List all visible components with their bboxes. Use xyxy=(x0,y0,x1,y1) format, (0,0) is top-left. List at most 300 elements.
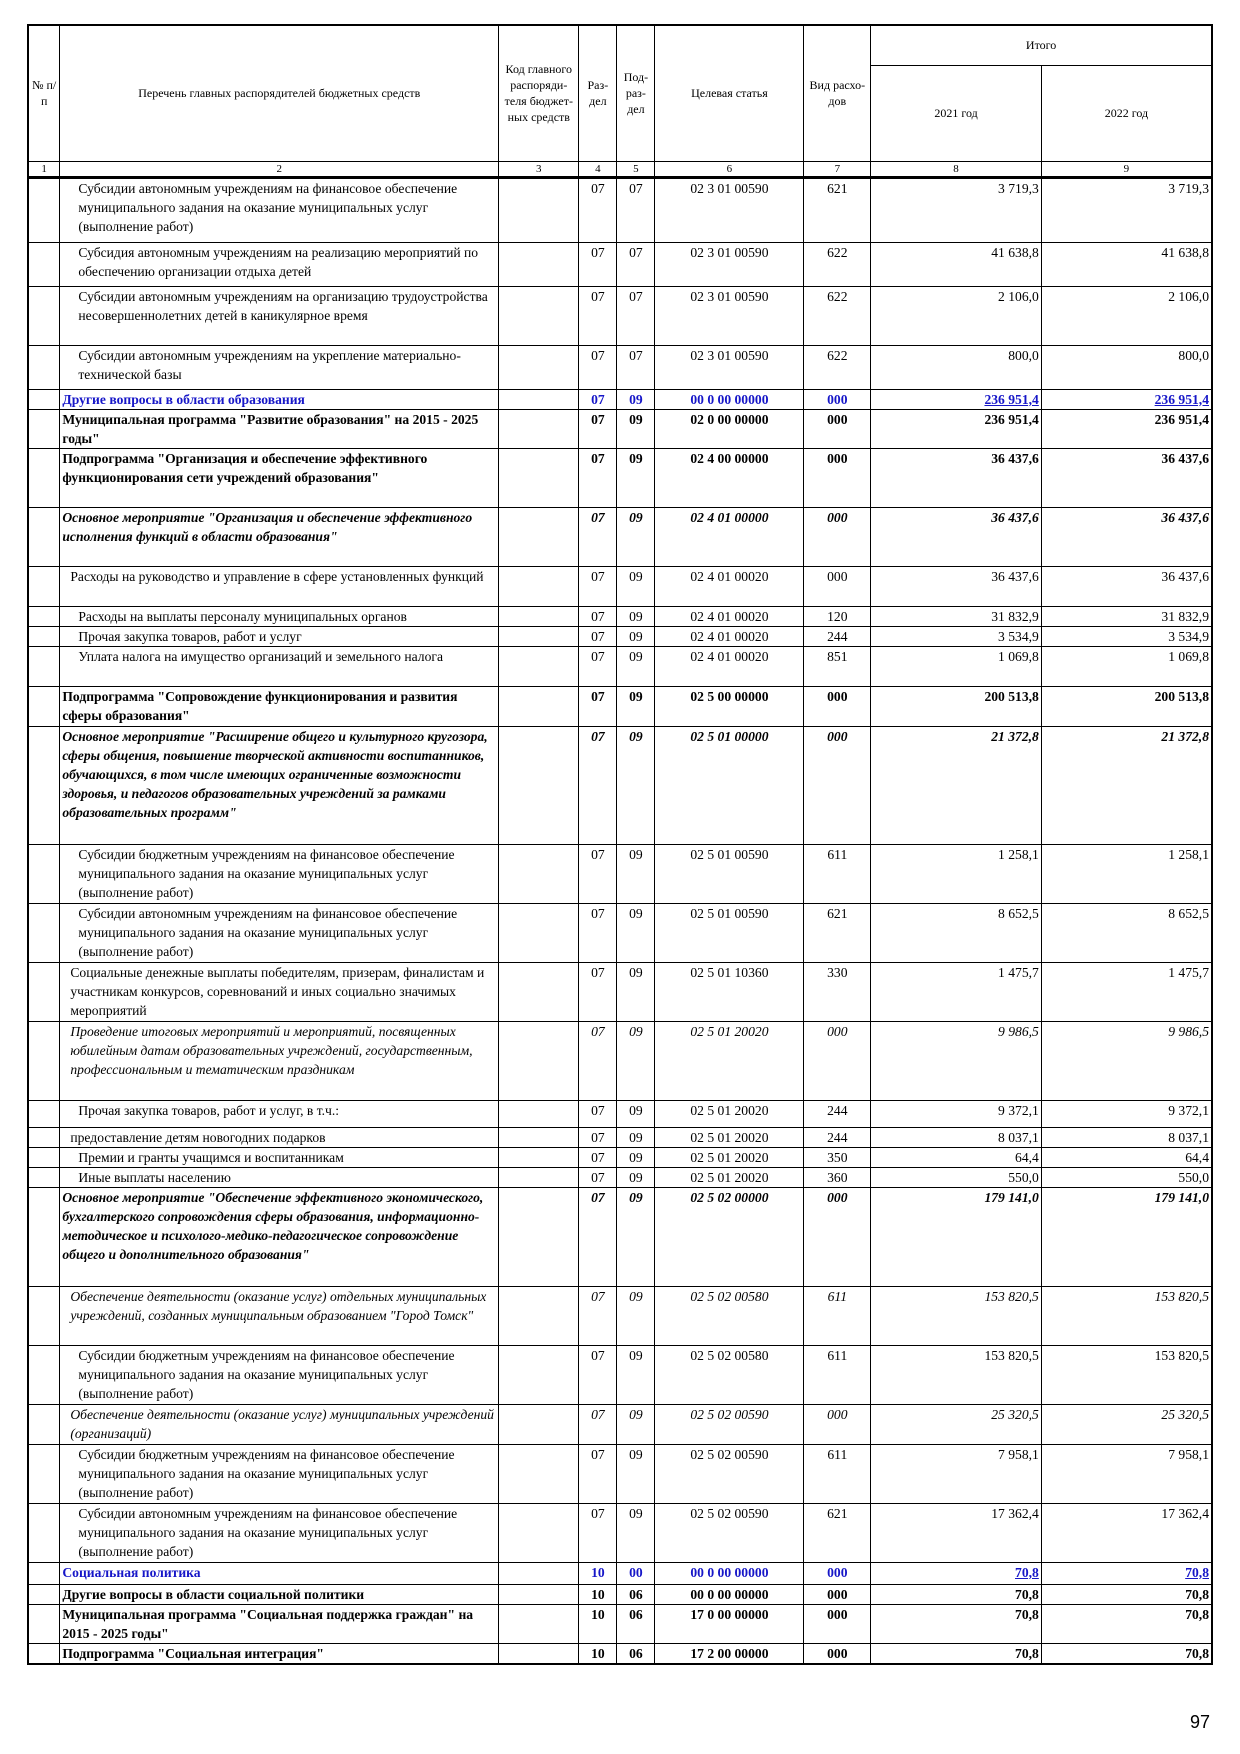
row-amount-2021: 1 069,8 xyxy=(871,646,1042,686)
row-amount-2021: 179 141,0 xyxy=(871,1187,1042,1286)
row-section: 07 xyxy=(579,507,617,566)
row-amount-2022: 1 069,8 xyxy=(1041,646,1212,686)
row-target: 02 5 01 20020 xyxy=(655,1021,804,1100)
row-target: 00 0 00 00000 xyxy=(655,389,804,409)
header-exptype: Вид расхо-дов xyxy=(804,25,871,161)
row-subsection: 09 xyxy=(617,844,655,903)
row-section: 07 xyxy=(579,409,617,448)
row-exptype: 000 xyxy=(804,1187,871,1286)
header-col-number: 5 xyxy=(617,161,655,177)
row-amount-2022: 36 437,6 xyxy=(1041,507,1212,566)
row-target: 02 3 01 00590 xyxy=(655,286,804,345)
table-row xyxy=(28,1147,1212,1167)
row-name: Субсидии бюджетным учреждениям на финансовое обеспечение муниципального задания на оказание муниципальных услуг (выполнение работ) xyxy=(60,1345,499,1404)
row-target: 02 5 02 00590 xyxy=(655,1404,804,1444)
row-subsection: 09 xyxy=(617,1187,655,1286)
row-amount-2022: 236 951,4 xyxy=(1041,409,1212,448)
col-num xyxy=(28,1503,60,1562)
row-section: 07 xyxy=(579,1100,617,1127)
row-section: 07 xyxy=(579,1444,617,1503)
row-name: Подпрограмма "Организация и обеспечение эффективного функционирования сети учреждений образования" xyxy=(60,448,499,507)
table-row xyxy=(28,448,1212,507)
table-row xyxy=(28,409,1212,448)
table-row xyxy=(28,626,1212,646)
row-name: Субсидии бюджетным учреждениям на финансовое обеспечение муниципального задания на оказание муниципальных услуг (выполнение работ) xyxy=(60,1444,499,1503)
col-num xyxy=(28,242,60,286)
col-num xyxy=(28,1286,60,1345)
row-name: Муниципальная программа "Развитие образования" на 2015 - 2025 годы" xyxy=(60,409,499,448)
row-amount-2021: 17 362,4 xyxy=(871,1503,1042,1562)
row-exptype: 621 xyxy=(804,903,871,962)
row-name: Подпрограмма "Сопровождение функционирования и развития сферы образования" xyxy=(60,686,499,726)
row-code xyxy=(499,903,579,962)
col-num xyxy=(28,686,60,726)
row-exptype: 000 xyxy=(804,726,871,844)
row-amount-2022: 9 986,5 xyxy=(1041,1021,1212,1100)
row-target: 02 5 02 00590 xyxy=(655,1503,804,1562)
row-section: 07 xyxy=(579,1021,617,1100)
budget-table xyxy=(27,24,1213,1665)
table-body xyxy=(28,177,1212,1664)
row-section: 07 xyxy=(579,1127,617,1147)
col-num xyxy=(28,646,60,686)
header-section: Раз-дел xyxy=(579,25,617,161)
row-name: Другие вопросы в области социальной политики xyxy=(60,1584,499,1604)
table-row xyxy=(28,1286,1212,1345)
table-row xyxy=(28,1167,1212,1187)
row-subsection: 07 xyxy=(617,345,655,389)
row-name: Иные выплаты населению xyxy=(60,1167,499,1187)
table-row xyxy=(28,242,1212,286)
row-code xyxy=(499,1021,579,1100)
row-amount-2021: 70,8 xyxy=(871,1604,1042,1643)
row-target: 17 0 00 00000 xyxy=(655,1604,804,1643)
row-amount-2021: 9 372,1 xyxy=(871,1100,1042,1127)
row-amount-2022: 200 513,8 xyxy=(1041,686,1212,726)
row-name: Подпрограмма "Социальная интеграция" xyxy=(60,1643,499,1664)
row-section: 07 xyxy=(579,1286,617,1345)
row-subsection: 09 xyxy=(617,606,655,626)
row-name: Субсидии автономным учреждениям на организацию трудоустройства несовершеннолетних детей в каникулярное время xyxy=(60,286,499,345)
col-num xyxy=(28,1147,60,1167)
row-amount-2022: 70,8 xyxy=(1041,1584,1212,1604)
row-exptype: 851 xyxy=(804,646,871,686)
row-code xyxy=(499,1562,579,1584)
row-amount-2021: 1 475,7 xyxy=(871,962,1042,1021)
row-code xyxy=(499,1444,579,1503)
row-subsection: 09 xyxy=(617,726,655,844)
row-target: 02 5 02 00590 xyxy=(655,1444,804,1503)
table-row xyxy=(28,1021,1212,1100)
row-amount-2022: 70,8 xyxy=(1041,1604,1212,1643)
col-num xyxy=(28,962,60,1021)
row-exptype: 611 xyxy=(804,1444,871,1503)
row-amount-2022: 25 320,5 xyxy=(1041,1404,1212,1444)
row-section: 07 xyxy=(579,345,617,389)
row-exptype: 622 xyxy=(804,242,871,286)
row-code xyxy=(499,726,579,844)
row-amount-2022: 8 037,1 xyxy=(1041,1127,1212,1147)
row-subsection: 09 xyxy=(617,389,655,409)
row-amount-2021: 8 652,5 xyxy=(871,903,1042,962)
row-amount-2022: 236 951,4 xyxy=(1041,389,1212,409)
row-code xyxy=(499,1127,579,1147)
row-section: 07 xyxy=(579,844,617,903)
row-exptype: 000 xyxy=(804,507,871,566)
row-subsection: 09 xyxy=(617,566,655,606)
col-num xyxy=(28,903,60,962)
row-section: 07 xyxy=(579,242,617,286)
row-amount-2022: 21 372,8 xyxy=(1041,726,1212,844)
row-name: Муниципальная программа "Социальная поддержка граждан" на 2015 - 2025 годы" xyxy=(60,1604,499,1643)
row-section: 07 xyxy=(579,1345,617,1404)
row-subsection: 09 xyxy=(617,448,655,507)
table-row xyxy=(28,1100,1212,1127)
row-amount-2022: 31 832,9 xyxy=(1041,606,1212,626)
row-amount-2021: 3 719,3 xyxy=(871,177,1042,242)
row-target: 17 2 00 00000 xyxy=(655,1643,804,1664)
col-num xyxy=(28,1127,60,1147)
table-row xyxy=(28,1444,1212,1503)
header-total: Итого xyxy=(871,25,1212,65)
row-target: 02 5 01 00590 xyxy=(655,844,804,903)
row-amount-2021: 21 372,8 xyxy=(871,726,1042,844)
row-amount-2022: 36 437,6 xyxy=(1041,448,1212,507)
row-target: 02 4 01 00020 xyxy=(655,626,804,646)
row-target: 02 5 02 00000 xyxy=(655,1187,804,1286)
row-subsection: 09 xyxy=(617,1167,655,1187)
row-code xyxy=(499,1147,579,1167)
row-amount-2022: 3 719,3 xyxy=(1041,177,1212,242)
col-num xyxy=(28,389,60,409)
row-subsection: 09 xyxy=(617,1286,655,1345)
row-target: 02 5 02 00580 xyxy=(655,1286,804,1345)
row-exptype: 000 xyxy=(804,1584,871,1604)
row-code xyxy=(499,646,579,686)
row-exptype: 621 xyxy=(804,177,871,242)
row-exptype: 000 xyxy=(804,686,871,726)
row-subsection: 09 xyxy=(617,1404,655,1444)
row-section: 07 xyxy=(579,726,617,844)
row-amount-2022: 64,4 xyxy=(1041,1147,1212,1167)
row-target: 02 3 01 00590 xyxy=(655,345,804,389)
row-name: Прочая закупка товаров, работ и услуг, в т.ч.: xyxy=(60,1100,499,1127)
row-amount-2021: 3 534,9 xyxy=(871,626,1042,646)
row-amount-2021: 236 951,4 xyxy=(871,409,1042,448)
row-section: 07 xyxy=(579,646,617,686)
col-num xyxy=(28,844,60,903)
row-name: Субсидии бюджетным учреждениям на финансовое обеспечение муниципального задания на оказание муниципальных услуг (выполнение работ) xyxy=(60,844,499,903)
col-num xyxy=(28,1584,60,1604)
row-subsection: 09 xyxy=(617,1100,655,1127)
col-num xyxy=(28,286,60,345)
row-code xyxy=(499,626,579,646)
row-subsection: 06 xyxy=(617,1584,655,1604)
col-num xyxy=(28,507,60,566)
row-amount-2021: 41 638,8 xyxy=(871,242,1042,286)
row-target: 02 4 01 00020 xyxy=(655,646,804,686)
row-section: 07 xyxy=(579,1404,617,1444)
row-amount-2021: 153 820,5 xyxy=(871,1286,1042,1345)
table-row xyxy=(28,566,1212,606)
header-name: Перечень главных распорядителей бюджетных средств xyxy=(60,25,499,161)
row-subsection: 09 xyxy=(617,409,655,448)
row-code xyxy=(499,962,579,1021)
row-subsection: 07 xyxy=(617,286,655,345)
row-target: 02 4 01 00000 xyxy=(655,507,804,566)
col-num xyxy=(28,1404,60,1444)
table-row xyxy=(28,507,1212,566)
row-amount-2021: 31 832,9 xyxy=(871,606,1042,626)
col-num xyxy=(28,626,60,646)
col-num xyxy=(28,1643,60,1664)
row-exptype: 611 xyxy=(804,1345,871,1404)
row-amount-2021: 36 437,6 xyxy=(871,448,1042,507)
col-num xyxy=(28,726,60,844)
header-col-number: 3 xyxy=(499,161,579,177)
row-section: 07 xyxy=(579,903,617,962)
row-section: 07 xyxy=(579,566,617,606)
row-exptype: 244 xyxy=(804,626,871,646)
row-amount-2021: 8 037,1 xyxy=(871,1127,1042,1147)
row-amount-2021: 7 958,1 xyxy=(871,1444,1042,1503)
row-section: 07 xyxy=(579,962,617,1021)
row-section: 10 xyxy=(579,1584,617,1604)
row-amount-2022: 153 820,5 xyxy=(1041,1286,1212,1345)
row-name: Основное мероприятие "Расширение общего и культурного кругозора, сферы общения, повышение творческой активности воспитанников, обучающихся, в том числе имеющих ограниченные возможности здоровья, и педагогов образовательных учреждений за рамками образовательных программ" xyxy=(60,726,499,844)
row-amount-2022: 8 652,5 xyxy=(1041,903,1212,962)
row-name: предоставление детям новогодних подарков xyxy=(60,1127,499,1147)
row-amount-2021: 236 951,4 xyxy=(871,389,1042,409)
table-row xyxy=(28,903,1212,962)
row-section: 07 xyxy=(579,1187,617,1286)
row-target: 02 5 01 00000 xyxy=(655,726,804,844)
header-num: № п/п xyxy=(28,25,60,161)
row-amount-2022: 70,8 xyxy=(1041,1643,1212,1664)
table-row xyxy=(28,1127,1212,1147)
row-code xyxy=(499,242,579,286)
row-exptype: 000 xyxy=(804,1562,871,1584)
row-amount-2021: 200 513,8 xyxy=(871,686,1042,726)
row-name: Расходы на руководство и управление в сфере установленных функций xyxy=(60,566,499,606)
row-name: Субсидии автономным учреждениям на финансовое обеспечение муниципального задания на оказание муниципальных услуг (выполнение работ) xyxy=(60,177,499,242)
row-exptype: 611 xyxy=(804,1286,871,1345)
col-num xyxy=(28,345,60,389)
row-code xyxy=(499,1167,579,1187)
row-subsection: 09 xyxy=(617,1345,655,1404)
row-amount-2021: 64,4 xyxy=(871,1147,1042,1167)
row-name: Субсидии автономным учреждениям на финансовое обеспечение муниципального задания на оказание муниципальных услуг (выполнение работ) xyxy=(60,903,499,962)
row-target: 02 5 01 00590 xyxy=(655,903,804,962)
row-amount-2022: 800,0 xyxy=(1041,345,1212,389)
row-code xyxy=(499,686,579,726)
row-amount-2021: 2 106,0 xyxy=(871,286,1042,345)
row-section: 07 xyxy=(579,286,617,345)
row-subsection: 09 xyxy=(617,646,655,686)
row-exptype: 621 xyxy=(804,1503,871,1562)
row-amount-2021: 70,8 xyxy=(871,1562,1042,1584)
row-exptype: 622 xyxy=(804,286,871,345)
row-amount-2022: 70,8 xyxy=(1041,1562,1212,1584)
header-col-number: 1 xyxy=(28,161,60,177)
row-section: 07 xyxy=(579,686,617,726)
table-row xyxy=(28,1584,1212,1604)
header-code: Код главного распоряди-теля бюджет-ных средств xyxy=(499,25,579,161)
row-subsection: 09 xyxy=(617,1503,655,1562)
table-row xyxy=(28,1187,1212,1286)
col-num xyxy=(28,177,60,242)
header-subsection: Под-раз-дел xyxy=(617,25,655,161)
row-subsection: 09 xyxy=(617,686,655,726)
table-row xyxy=(28,1643,1212,1664)
row-code xyxy=(499,844,579,903)
row-subsection: 09 xyxy=(617,1021,655,1100)
row-subsection: 09 xyxy=(617,903,655,962)
row-code xyxy=(499,1286,579,1345)
row-section: 10 xyxy=(579,1604,617,1643)
row-code xyxy=(499,606,579,626)
row-code xyxy=(499,1345,579,1404)
col-num xyxy=(28,1167,60,1187)
table-row xyxy=(28,646,1212,686)
header-col-number: 8 xyxy=(871,161,1042,177)
row-subsection: 07 xyxy=(617,177,655,242)
row-target: 02 5 01 20020 xyxy=(655,1100,804,1127)
row-exptype: 000 xyxy=(804,1404,871,1444)
row-exptype: 000 xyxy=(804,1643,871,1664)
row-code xyxy=(499,345,579,389)
col-num xyxy=(28,1021,60,1100)
row-code xyxy=(499,1584,579,1604)
row-target: 02 4 01 00020 xyxy=(655,566,804,606)
row-subsection: 09 xyxy=(617,962,655,1021)
table-header xyxy=(28,25,1212,177)
row-section: 10 xyxy=(579,1643,617,1664)
row-amount-2022: 41 638,8 xyxy=(1041,242,1212,286)
row-subsection: 07 xyxy=(617,242,655,286)
row-amount-2022: 36 437,6 xyxy=(1041,566,1212,606)
col-num xyxy=(28,566,60,606)
row-amount-2022: 9 372,1 xyxy=(1041,1100,1212,1127)
row-section: 07 xyxy=(579,626,617,646)
row-amount-2022: 1 475,7 xyxy=(1041,962,1212,1021)
row-amount-2021: 800,0 xyxy=(871,345,1042,389)
row-target: 02 3 01 00590 xyxy=(655,177,804,242)
header-col-number: 2 xyxy=(60,161,499,177)
table-row xyxy=(28,1604,1212,1643)
row-target: 02 5 01 10360 xyxy=(655,962,804,1021)
col-num xyxy=(28,606,60,626)
row-subsection: 09 xyxy=(617,1444,655,1503)
table-row xyxy=(28,1503,1212,1562)
table-row xyxy=(28,1345,1212,1404)
row-name: Основное мероприятие "Обеспечение эффективного экономического, бухгалтерского сопровождения сферы образования, информационно-методическое и психолого-медико-педагогическое сопровождение общего и дополнительного образования" xyxy=(60,1187,499,1286)
row-name: Расходы на выплаты персоналу муниципальных органов xyxy=(60,606,499,626)
row-section: 10 xyxy=(579,1562,617,1584)
row-name: Социальная политика xyxy=(60,1562,499,1584)
row-code xyxy=(499,448,579,507)
row-exptype: 000 xyxy=(804,566,871,606)
row-exptype: 000 xyxy=(804,1021,871,1100)
row-target: 02 4 01 00020 xyxy=(655,606,804,626)
table-row xyxy=(28,844,1212,903)
row-amount-2021: 70,8 xyxy=(871,1643,1042,1664)
table-row xyxy=(28,286,1212,345)
row-target: 02 4 00 00000 xyxy=(655,448,804,507)
table-row xyxy=(28,345,1212,389)
row-exptype: 244 xyxy=(804,1127,871,1147)
row-code xyxy=(499,1643,579,1664)
row-section: 07 xyxy=(579,1167,617,1187)
row-section: 07 xyxy=(579,606,617,626)
row-section: 07 xyxy=(579,1147,617,1167)
header-col-number: 4 xyxy=(579,161,617,177)
row-amount-2022: 17 362,4 xyxy=(1041,1503,1212,1562)
row-subsection: 09 xyxy=(617,1127,655,1147)
col-num xyxy=(28,1345,60,1404)
row-section: 07 xyxy=(579,177,617,242)
row-code xyxy=(499,286,579,345)
row-code xyxy=(499,1503,579,1562)
row-section: 07 xyxy=(579,448,617,507)
row-code xyxy=(499,409,579,448)
row-code xyxy=(499,507,579,566)
row-name: Субсидии автономным учреждениям на укрепление материально-технической базы xyxy=(60,345,499,389)
row-section: 07 xyxy=(579,1503,617,1562)
row-name: Проведение итоговых мероприятий и мероприятий, посвященных юбилейным датам образовательных учреждений, государственным, профессиональным и тематическим праздникам xyxy=(60,1021,499,1100)
row-code xyxy=(499,1100,579,1127)
row-amount-2021: 36 437,6 xyxy=(871,566,1042,606)
page-number: 97 xyxy=(1190,1712,1211,1732)
row-code xyxy=(499,1604,579,1643)
row-code xyxy=(499,389,579,409)
row-target: 02 5 01 20020 xyxy=(655,1147,804,1167)
row-exptype: 120 xyxy=(804,606,871,626)
row-name: Прочая закупка товаров, работ и услуг xyxy=(60,626,499,646)
row-subsection: 06 xyxy=(617,1643,655,1664)
row-subsection: 00 xyxy=(617,1562,655,1584)
header-col-number: 6 xyxy=(655,161,804,177)
row-target: 00 0 00 00000 xyxy=(655,1562,804,1584)
row-amount-2022: 550,0 xyxy=(1041,1167,1212,1187)
row-amount-2022: 2 106,0 xyxy=(1041,286,1212,345)
row-exptype: 000 xyxy=(804,389,871,409)
table-row xyxy=(28,177,1212,242)
col-num xyxy=(28,409,60,448)
header-numbers-row xyxy=(28,161,1212,177)
row-amount-2021: 1 258,1 xyxy=(871,844,1042,903)
row-exptype: 350 xyxy=(804,1147,871,1167)
col-num xyxy=(28,1444,60,1503)
row-exptype: 360 xyxy=(804,1167,871,1187)
row-amount-2021: 9 986,5 xyxy=(871,1021,1042,1100)
col-num xyxy=(28,1562,60,1584)
row-target: 02 3 01 00590 xyxy=(655,242,804,286)
row-target: 02 5 02 00580 xyxy=(655,1345,804,1404)
row-target: 02 5 01 20020 xyxy=(655,1167,804,1187)
row-code xyxy=(499,1187,579,1286)
row-amount-2022: 3 534,9 xyxy=(1041,626,1212,646)
table-row xyxy=(28,1562,1212,1584)
row-subsection: 09 xyxy=(617,507,655,566)
row-name: Субсидии автономным учреждениям на финансовое обеспечение муниципального задания на оказание муниципальных услуг (выполнение работ) xyxy=(60,1503,499,1562)
row-exptype: 000 xyxy=(804,448,871,507)
row-name: Социальные денежные выплаты победителям, призерам, финалистам и участникам конкурсов, соревнований и иных социально значимых мероприятий xyxy=(60,962,499,1021)
table-row xyxy=(28,686,1212,726)
header-year-2021: 2021 год xyxy=(871,65,1042,161)
header-target: Целевая статья xyxy=(655,25,804,161)
row-amount-2021: 36 437,6 xyxy=(871,507,1042,566)
